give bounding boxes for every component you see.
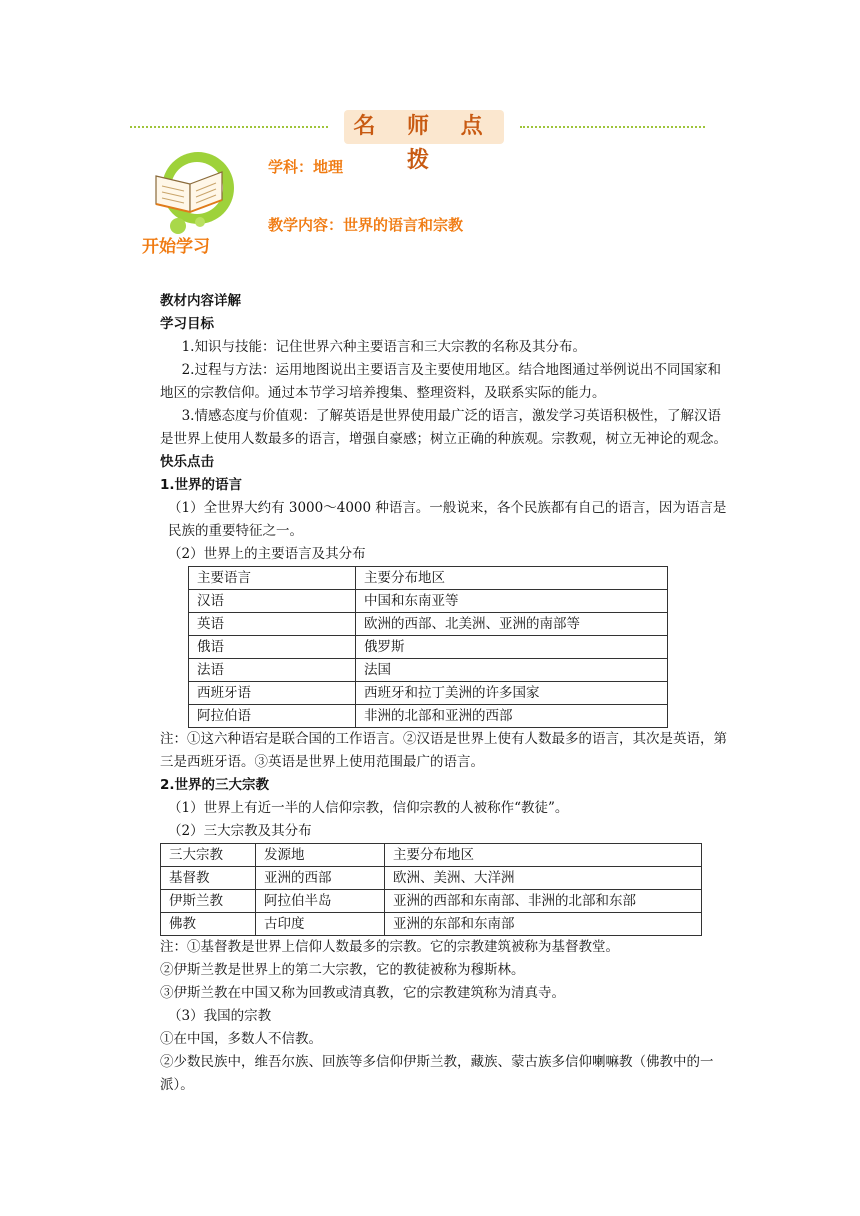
languages-table <box>188 566 668 728</box>
religions-note-3: ③伊斯兰教在中国又称为回教或清真教，它的宗教建筑称为清真寺。 <box>160 985 565 1001</box>
table-cell: 阿拉伯语 <box>189 705 356 728</box>
table-header-cell: 三大宗教 <box>161 844 256 867</box>
religions-heading: 2.世界的三大宗教 <box>160 777 270 793</box>
religions-note-2: ②伊斯兰教是世界上的第二大宗教，它的教徒被称为穆斯林。 <box>160 962 525 978</box>
logo-label: 开始学习 <box>142 237 210 257</box>
table-cell: 非洲的北部和亚洲的西部 <box>356 705 668 728</box>
table-cell: 汉语 <box>189 590 356 613</box>
goal-1: 1.知识与技能：记住世界六种主要语言和三大宗教的名称及其分布。 <box>181 339 586 355</box>
table-row <box>189 636 668 659</box>
table-cell: 基督教 <box>161 867 256 890</box>
table-cell: 伊斯兰教 <box>161 890 256 913</box>
table-cell: 欧洲的西部、北美洲、亚洲的南部等 <box>356 613 668 636</box>
fun-click-heading: 快乐点击 <box>160 454 214 470</box>
languages-heading: 1.世界的语言 <box>160 477 243 493</box>
table-cell: 古印度 <box>256 913 385 936</box>
table-cell: 俄语 <box>189 636 356 659</box>
teaching-content-label: 教学内容：世界的语言和宗教 <box>268 216 464 234</box>
table-cell: 欧洲、美洲、大洋洲 <box>385 867 702 890</box>
religions-paragraph-4: ①在中国，多数人不信教。 <box>160 1031 322 1047</box>
religions-note-1: 注：①基督教是世界上信仰人数最多的宗教。它的宗教建筑被称为基督教堂。 <box>160 939 619 955</box>
table-header-cell: 发源地 <box>256 844 385 867</box>
document-body <box>160 290 732 1097</box>
table-header-cell: 主要分布地区 <box>385 844 702 867</box>
table-cell: 法语 <box>189 659 356 682</box>
table-header-cell: 主要语言 <box>189 567 356 590</box>
banner-dotted-line-left <box>130 126 328 128</box>
languages-paragraph-1: （1）全世界大约有 3000～4000 种语言。一般说来，各个民族都有自己的语言，因为语言是民族的重要特征之一。 <box>168 500 727 539</box>
table-cell: 亚洲的东部和东南部 <box>385 913 702 936</box>
table-header-row <box>189 567 668 590</box>
table-cell: 俄罗斯 <box>356 636 668 659</box>
table-row <box>189 590 668 613</box>
logo-circle-small <box>195 217 205 227</box>
table-cell: 亚洲的西部 <box>256 867 385 890</box>
table-row <box>161 890 702 913</box>
table-cell: 西班牙和拉丁美洲的许多国家 <box>356 682 668 705</box>
goals-heading: 学习目标 <box>160 316 214 332</box>
languages-note: 注：①这六种语宕是联合国的工作语言。②汉语是世界上使有人数最多的语言，其次是英语，第三是西班牙语。③英语是世界上使用范围最广的语言。 <box>160 731 727 770</box>
table-header-cell: 主要分布地区 <box>356 567 668 590</box>
section-heading: 教材内容详解 <box>160 293 241 309</box>
religions-paragraph-1: （1）世界上有近一半的人信仰宗教，信仰宗教的人被称作“教徒”。 <box>168 800 569 816</box>
start-learning-logo <box>138 150 246 258</box>
table-cell: 英语 <box>189 613 356 636</box>
table-row <box>161 867 702 890</box>
logo-circle-medium <box>170 218 186 234</box>
table-cell: 阿拉伯半岛 <box>256 890 385 913</box>
goal-3: 3.情感态度与价值观：了解英语是世界使用最广泛的语言，激发学习英语积极性，了解汉语是世界上使用人数最多的语言，增强自豪感；树立正确的种族观。宗教观，树立无神论的观念。 <box>160 408 727 447</box>
banner-dotted-line-right <box>520 126 705 128</box>
table-row <box>189 705 668 728</box>
table-cell: 亚洲的西部和东南部、非洲的北部和东部 <box>385 890 702 913</box>
languages-paragraph-2: （2）世界上的主要语言及其分布 <box>168 546 366 562</box>
table-header-row <box>161 844 702 867</box>
table-row <box>189 613 668 636</box>
religions-paragraph-5: ②少数民族中，维吾尔族、回族等多信仰伊斯兰教，藏族、蒙古族多信仰喇嘛教（佛教中的一派）。 <box>160 1054 714 1093</box>
table-row <box>189 682 668 705</box>
table-cell: 中国和东南亚等 <box>356 590 668 613</box>
subject-label: 学科：地理 <box>268 158 344 176</box>
table-row <box>189 659 668 682</box>
banner-title: 名 师 点 拨 <box>344 110 504 144</box>
table-cell: 佛教 <box>161 913 256 936</box>
table-row <box>161 913 702 936</box>
table-cell: 法国 <box>356 659 668 682</box>
goal-2: 2.过程与方法：运用地图说出主要语言及主要使用地区。结合地图通过举例说出不同国家和地区的宗教信仰。通过本节学习培养搜集、整理资料，及联系实际的能力。 <box>160 362 721 401</box>
table-cell: 西班牙语 <box>189 682 356 705</box>
religions-paragraph-3: （3）我国的宗教 <box>168 1008 272 1024</box>
religions-paragraph-2: （2）三大宗教及其分布 <box>168 823 312 839</box>
religions-table <box>160 843 702 936</box>
